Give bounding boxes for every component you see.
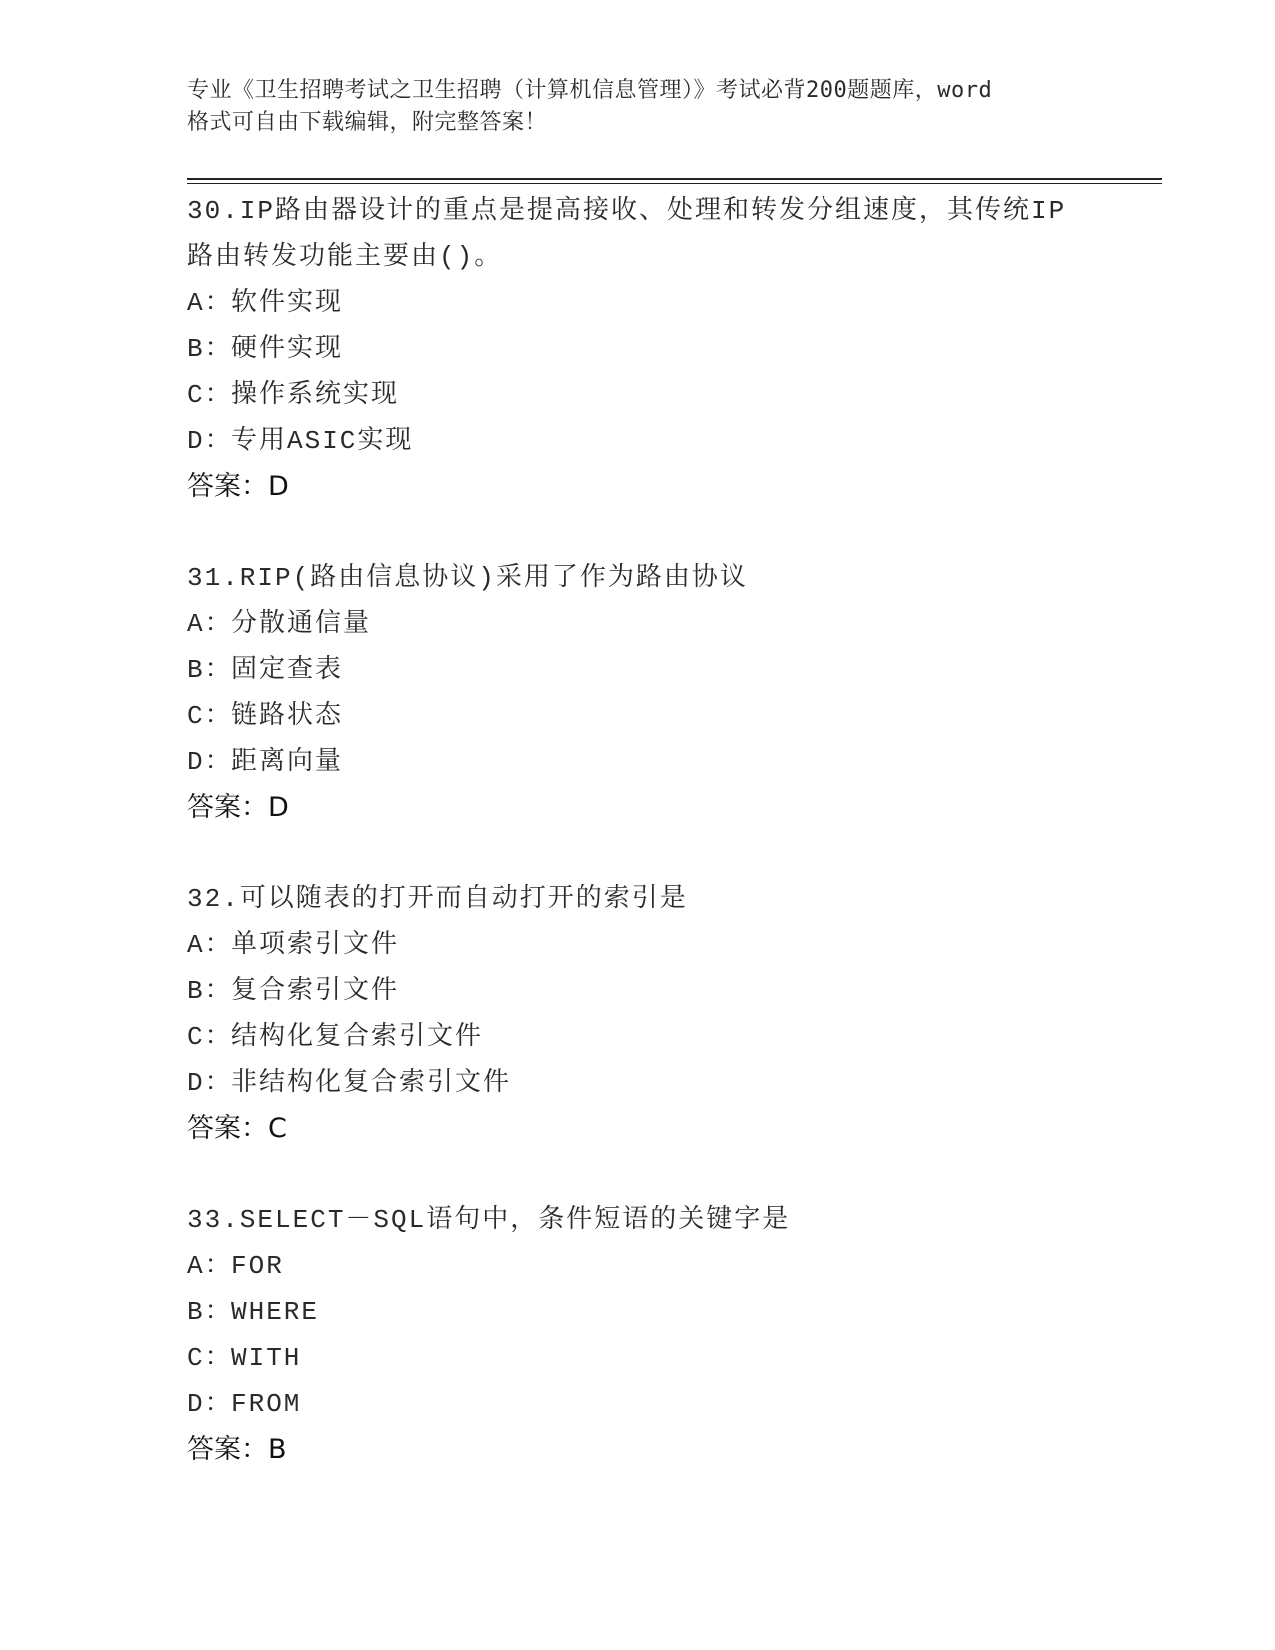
- option-letter: A：: [187, 930, 233, 960]
- option-b: [187, 1289, 1162, 1335]
- question-stem: 31.RIP(路由信息协议)采用了作为路由协议: [187, 563, 748, 593]
- option-d: [187, 1381, 1162, 1427]
- option-letter: A：: [187, 1251, 233, 1281]
- option-text: 非结构化复合索引文件: [231, 1068, 512, 1098]
- header-line-1: 专业《卫生招聘考试之卫生招聘（计算机信息管理）》考试必背200题题库，word: [187, 78, 993, 103]
- option-c: [187, 372, 1162, 418]
- option-b: [187, 968, 1162, 1014]
- option-letter: B：: [187, 655, 233, 685]
- option-letter: C：: [187, 701, 233, 731]
- option-letter: D：: [187, 1068, 233, 1098]
- option-text: FOR: [231, 1251, 284, 1281]
- answer-line: 答案：D: [187, 792, 289, 823]
- option-text: FROM: [231, 1389, 302, 1419]
- answer-line: 答案：C: [187, 1113, 287, 1144]
- option-d: [187, 1060, 1162, 1106]
- option-letter: A：: [187, 288, 233, 318]
- option-c: [187, 1335, 1162, 1381]
- answer-line: 答案：B: [187, 1434, 287, 1465]
- option-letter: D：: [187, 426, 233, 456]
- option-d: [187, 739, 1162, 785]
- option-text: 复合索引文件: [231, 976, 400, 1006]
- document-header: [187, 75, 1087, 139]
- option-text: 距离向量: [231, 747, 344, 777]
- option-text: 分散通信量: [231, 609, 372, 639]
- option-c: [187, 1014, 1162, 1060]
- answer-line: 答案：D: [187, 471, 289, 502]
- question-stem: 30.IP路由器设计的重点是提高接收、处理和转发分组速度，其传统IP路由转发功能主要由()。: [187, 196, 1067, 272]
- option-b: [187, 326, 1162, 372]
- option-text: WITH: [231, 1343, 302, 1373]
- option-text: 软件实现: [231, 288, 344, 318]
- header-divider: [187, 178, 1162, 184]
- option-a: [187, 280, 1162, 326]
- option-c: [187, 693, 1162, 739]
- option-letter: B：: [187, 976, 233, 1006]
- option-letter: C：: [187, 380, 233, 410]
- option-text: 操作系统实现: [231, 380, 400, 410]
- option-b: [187, 647, 1162, 693]
- option-text: 硬件实现: [231, 334, 344, 364]
- option-a: [187, 1243, 1162, 1289]
- option-letter: B：: [187, 1297, 233, 1327]
- header-line-2: 格式可自由下载编辑，附完整答案！: [187, 110, 548, 135]
- option-text: 单项索引文件: [231, 930, 400, 960]
- option-letter: C：: [187, 1343, 233, 1373]
- option-text: 链路状态: [231, 701, 344, 731]
- option-d: [187, 418, 1162, 464]
- option-letter: A：: [187, 609, 233, 639]
- question-32: [187, 876, 1162, 1152]
- option-text: WHERE: [231, 1297, 320, 1327]
- option-text: 专用ASIC实现: [231, 426, 414, 456]
- question-31: [187, 555, 1162, 831]
- option-letter: C：: [187, 1022, 233, 1052]
- option-text: 固定查表: [231, 655, 344, 685]
- option-letter: D：: [187, 747, 233, 777]
- question-30: [187, 188, 1162, 510]
- option-a: [187, 922, 1162, 968]
- question-stem: 32.可以随表的打开而自动打开的索引是: [187, 884, 688, 914]
- question-stem: 33.SELECT－SQL语句中，条件短语的关键字是: [187, 1205, 791, 1235]
- option-a: [187, 601, 1162, 647]
- option-text: 结构化复合索引文件: [231, 1022, 484, 1052]
- option-letter: D：: [187, 1389, 233, 1419]
- question-33: [187, 1197, 1162, 1473]
- option-letter: B：: [187, 334, 233, 364]
- question-list: [187, 188, 1162, 1518]
